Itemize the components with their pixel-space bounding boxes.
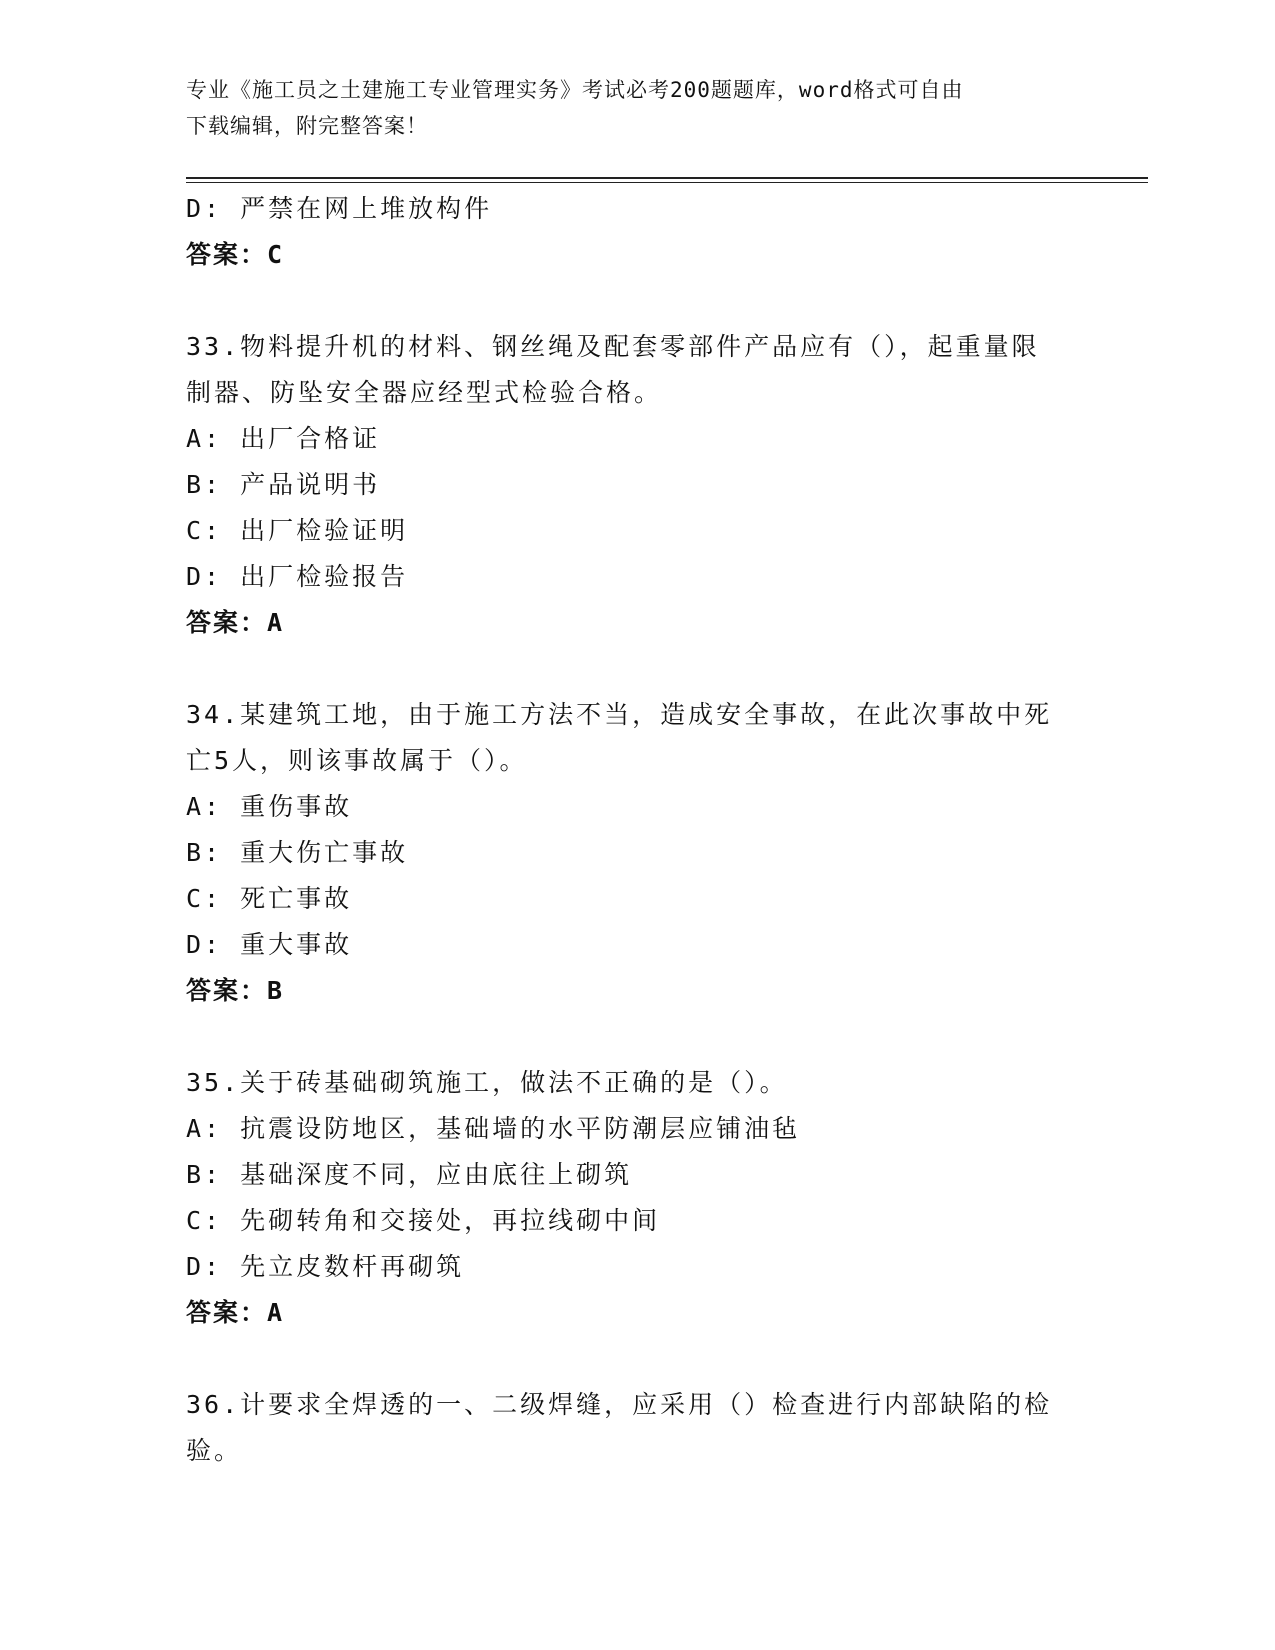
option-d: D: 出厂检验报告 [186,562,409,591]
answer-line: 答案：B [186,976,285,1005]
option-d: D: 重大事故 [186,930,353,959]
question-stem: 制器、防坠安全器应经型式检验合格。 [186,378,663,407]
option-c: C: 先砌转角和交接处，再拉线砌中间 [186,1206,661,1235]
answer-line: 答案：A [186,1298,285,1327]
question-stem: 35.关于砖基础砌筑施工，做法不正确的是（）。 [186,1068,788,1097]
option-c: C: 死亡事故 [186,884,353,913]
option-a: A: 出厂合格证 [186,424,381,453]
option-b: B: 重大伤亡事故 [186,838,409,867]
question-stem: 36.计要求全焊透的一、二级焊缝，应采用（）检查进行内部缺陷的检 [186,1390,1053,1419]
header-line-2: 下载编辑，附完整答案！ [186,114,428,138]
option-a: A: 重伤事故 [186,792,353,821]
previous-question-tail [186,186,1086,278]
option-c: C: 出厂检验证明 [186,516,409,545]
option-d: D: 先立皮数杆再砌筑 [186,1252,465,1281]
spacer [186,1336,1086,1382]
question-stem: 验。 [186,1436,243,1465]
question-36 [186,1382,1086,1474]
option-b: B: 产品说明书 [186,470,381,499]
header-divider-thick [186,177,1148,179]
header-divider-thin [186,182,1148,183]
header-line-1: 专业《施工员之土建施工专业管理实务》考试必考200题题库，word格式可自由 [186,78,964,102]
question-stem: 亡5人，则该事故属于（）。 [186,746,528,775]
question-stem: 33.物料提升机的材料、钢丝绳及配套零部件产品应有（），起重量限 [186,332,1040,361]
question-33 [186,324,1086,646]
document-header [186,72,1066,144]
question-34 [186,692,1086,1014]
option-a: A: 抗震设防地区，基础墙的水平防潮层应铺油毡 [186,1114,801,1143]
option-d: D: 严禁在网上堆放构件 [186,194,493,223]
option-b: B: 基础深度不同，应由底往上砌筑 [186,1160,633,1189]
spacer [186,1014,1086,1060]
spacer [186,646,1086,692]
spacer [186,278,1086,324]
answer-line: 答案：A [186,608,285,637]
document-body [186,186,1086,1474]
question-stem: 34.某建筑工地，由于施工方法不当，造成安全事故，在此次事故中死 [186,700,1053,729]
question-35 [186,1060,1086,1336]
answer-line: 答案：C [186,240,285,269]
